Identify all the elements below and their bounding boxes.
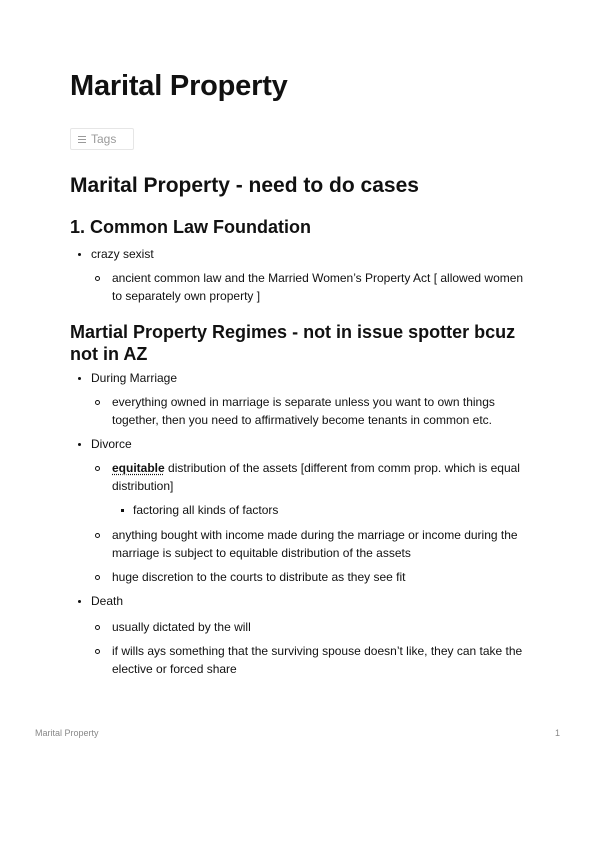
page-number: 1 <box>554 728 560 738</box>
list-item <box>112 459 530 495</box>
footer-title: Marital Property <box>35 728 99 738</box>
term-equitable: equitable <box>112 461 165 475</box>
list-item: if wills ays something that the surviving spouse doesn’t like, they can take the elective or forced share <box>112 642 530 678</box>
list-item: huge discretion to the courts to distribute as they see fit <box>112 568 530 586</box>
list-item: ancient common law and the Married Women’s Property Act [ allowed women to separately own property ] <box>112 269 530 305</box>
list-item: Death <box>91 592 530 610</box>
section-heading-regimes: Martial Property Regimes - not in issue spotter bcuz not in AZ <box>70 322 516 364</box>
list-item: usually dictated by the will <box>112 618 530 636</box>
list-item: everything owned in marriage is separate unless you want to own things together, then you need to affirmatively become tenants in common etc. <box>112 393 530 429</box>
list-item: During Marriage <box>91 369 530 387</box>
list-item: crazy sexist <box>91 245 530 263</box>
main-heading: Marital Property - need to do cases <box>70 174 419 197</box>
list-item: factoring all kinds of factors <box>133 501 530 519</box>
page-title: Marital Property <box>70 70 288 102</box>
tags-property[interactable] <box>70 128 134 150</box>
tags-label: Tags <box>91 132 117 146</box>
list-icon <box>78 136 86 143</box>
list-item-text: distribution of the assets [different from comm prop. which is equal distribution] <box>112 461 520 493</box>
list-item: Divorce <box>91 435 530 453</box>
section-heading-common-law: 1. Common Law Foundation <box>70 217 311 237</box>
list-item: anything bought with income made during the marriage or income during the marriage is subject to equitable distribution of the assets <box>112 526 530 562</box>
